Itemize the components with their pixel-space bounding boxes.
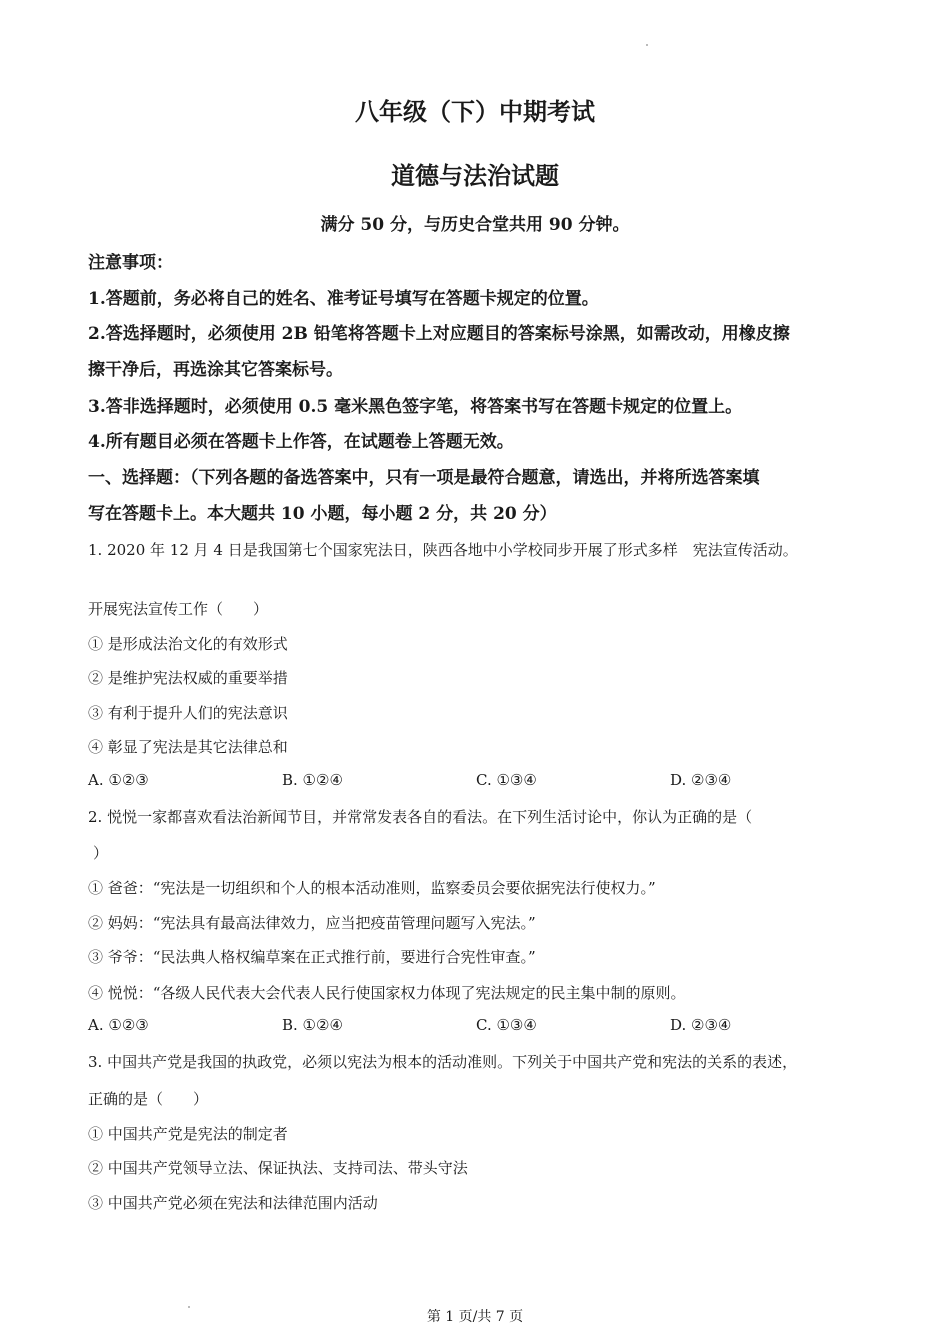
q2-statement: ③ 爷爷：“民法典人格权编草案在正式推行前，要进行合宪性审查。” [88,948,536,966]
scan-speck [646,44,648,46]
page-number: 第 1 页/共 7 页 [426,1309,524,1325]
q2-option-c[interactable]: C. ①③④ [476,1016,537,1034]
q2-option-a[interactable]: A. ①②③ [88,1016,149,1034]
subject-title: 道德与法治试题 [391,161,559,190]
q1-option-d[interactable]: D. ②③④ [670,771,732,789]
notes-heading: 注意事项： [88,253,173,273]
exam-title: 八年级（下）中期考试 [355,97,595,126]
note-item: 1.答题前，务必将自己的姓名、准考证号填写在答题卡规定的位置。 [88,289,599,309]
q1-statement: ① 是形成法治文化的有效形式 [88,635,288,653]
q2-option-b[interactable]: B. ①②④ [282,1016,343,1034]
q1-stem-cont: 开展宪法宣传工作（ ） [88,600,269,618]
q1-option-c[interactable]: C. ①③④ [476,771,537,789]
q1-option-b[interactable]: B. ①②④ [282,771,343,789]
note-item: 4.所有题目必须在答题卡上作答，在试题卷上答题无效。 [88,432,514,452]
q1-option-a[interactable]: A. ①②③ [88,771,149,789]
score-info: 满分 50 分，与历史合堂共用 90 分钟。 [320,215,630,235]
q2-statement: ① 爸爸：“宪法是一切组织和个人的根本活动准则，监察委员会要依据宪法行使权力。” [88,879,656,897]
q1-statement: ④ 彰显了宪法是其它法律总和 [88,738,288,756]
q2-statement: ④ 悦悦：“各级人民代表大会代表人民行使国家权力体现了宪法规定的民主集中制的原则。 [88,984,686,1002]
q3-statement: ① 中国共产党是宪法的制定者 [88,1125,288,1143]
q2-stem: 2. 悦悦一家都喜欢看法治新闻节目，并常常发表各自的看法。在下列生活讨论中，你认为正确的是（ [88,808,753,826]
note-item: 擦干净后，再选涂其它答案标号。 [88,360,343,380]
q3-stem: 3. 中国共产党是我国的执政党，必须以宪法为根本的活动准则。下列关于中国共产党和宪法的关系的表述， [88,1053,798,1071]
q2-option-d[interactable]: D. ②③④ [670,1016,732,1034]
q1-stem: 1. 2020 年 12 月 4 日是我国第七个国家宪法日，陕西各地中小学校同步开展了形式多样 宪法宣传活动。 [88,541,798,559]
q1-statement: ② 是维护宪法权威的重要举措 [88,669,288,687]
q3-statement: ③ 中国共产党必须在宪法和法律范围内活动 [88,1194,378,1212]
q1-statement: ③ 有利于提升人们的宪法意识 [88,704,288,722]
q3-statement: ② 中国共产党领导立法、保证执法、支持司法、带头守法 [88,1159,468,1177]
section-heading: 一、选择题：（下列各题的备选答案中，只有一项是最符合题意，请选出，并将所选答案填 [88,468,760,488]
q2-stem-cont: ） [93,844,109,862]
note-item: 3.答非选择题时，必须使用 0.5 毫米黑色签字笔，将答案书写在答题卡规定的位置上。 [88,397,743,417]
q2-statement: ② 妈妈：“宪法具有最高法律效力，应当把疫苗管理问题写入宪法。” [88,914,536,932]
section-heading-cont: 写在答题卡上。本大题共 10 小题，每小题 2 分，共 20 分） [88,504,557,524]
q3-stem-cont: 正确的是（ ） [88,1090,209,1108]
note-item: 2.答选择题时，必须使用 2B 铅笔将答题卡上对应题目的答案标号涂黑，如需改动，用橡皮擦 [88,324,790,344]
